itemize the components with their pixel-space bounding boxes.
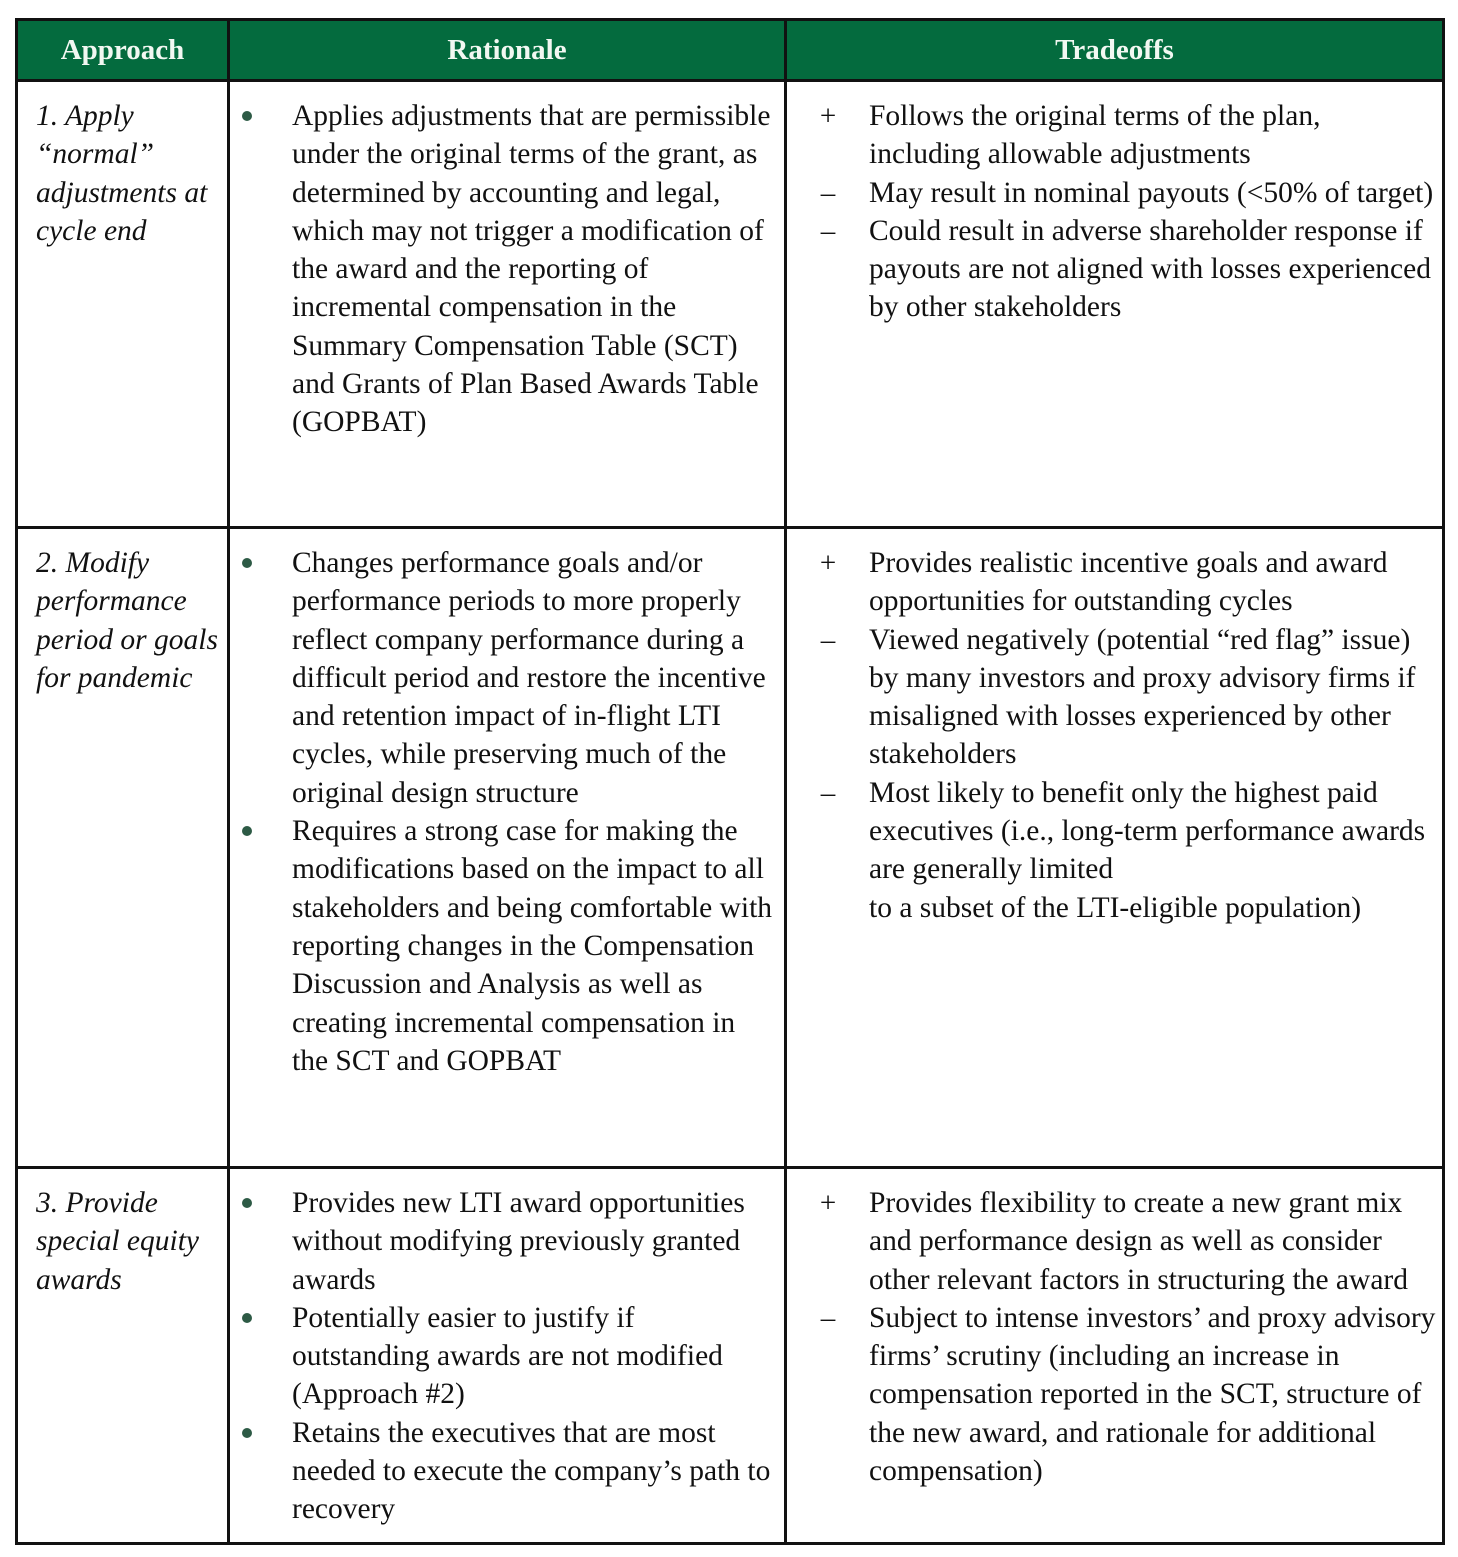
- tradeoff-con: – Could result in adverse shareholder response if payouts are not aligned with losses experienced by other stakeholders: [787, 212, 1442, 327]
- header-rationale: Rationale: [229, 20, 786, 81]
- bullet-icon: [242, 826, 252, 836]
- tradeoff-pro: + Provides flexibility to create a new grant mix and performance design as well as consider other relevant factors in structuring the award: [787, 1184, 1442, 1299]
- tradeoff-con: – Subject to intense investors’ and proxy advisory firms’ scrutiny (including an increase in compensation reported in the SCT, structure of the new award, and rationale for additional compensation): [787, 1299, 1442, 1490]
- minus-icon: –: [820, 176, 836, 209]
- bullet-icon: [242, 1313, 252, 1323]
- rationale-cell: [229, 528, 786, 1168]
- plus-icon: +: [819, 547, 837, 579]
- approach-cell: 2. Modify performance period or goals for pandemic: [17, 528, 229, 1168]
- tradeoffs-cell: [786, 81, 1444, 528]
- minus-icon: –: [820, 214, 836, 247]
- approach-cell: 1. Apply “normal” adjustments at cycle end: [17, 81, 229, 528]
- rationale-cell: [229, 81, 786, 528]
- minus-icon: –: [820, 776, 836, 809]
- tradeoff-con: – May result in nominal payouts (<50% of target): [787, 174, 1442, 212]
- approach-cell: 3. Provide special equity awards: [17, 1168, 229, 1544]
- minus-icon: –: [820, 623, 836, 656]
- header-tradeoffs: Tradeoffs: [786, 20, 1444, 81]
- tradeoffs-cell: [786, 528, 1444, 1168]
- tradeoff-con: – Viewed negatively (potential “red flag” issue) by many investors and proxy advisory firms if misaligned with losses experienced by other stakeholders: [787, 621, 1442, 774]
- rationale-item: Applies adjustments that are permissible under the original terms of the grant, as determined by accounting and legal, which may not trigger a modification of the award and the reporting of incremental compensation in the Summary Compensation Table (SCT) and Grants of Plan Based Awards Table (GOPBAT): [230, 97, 784, 442]
- rationale-item: Retains the executives that are most needed to execute the company’s path to recovery: [230, 1414, 784, 1529]
- approaches-table: [15, 18, 1445, 1545]
- table-row: [17, 1168, 1444, 1544]
- bullet-icon: [242, 111, 252, 121]
- table-row: [17, 81, 1444, 528]
- plus-icon: +: [819, 1187, 837, 1219]
- rationale-item: Potentially easier to justify if outstanding awards are not modified (Approach #2): [230, 1299, 784, 1414]
- tradeoff-con: – Most likely to benefit only the highest paid executives (i.e., long-term performance awards are generally limited to a subset of the LTI-eligible population): [787, 774, 1442, 927]
- rationale-item: Requires a strong case for making the modifications based on the impact to all stakeholders and being comfortable with reporting changes in the Compensation Discussion and Analysis as well as creating incremental compensation in the SCT and GOPBAT: [230, 812, 784, 1080]
- minus-icon: –: [820, 1301, 836, 1334]
- header-approach: Approach: [17, 20, 229, 81]
- table-row: [17, 528, 1444, 1168]
- header-row: [17, 20, 1444, 81]
- tradeoff-pro: + Follows the original terms of the plan, including allowable adjustments: [787, 97, 1442, 174]
- rationale-item: Changes performance goals and/or performance periods to more properly reflect company performance during a difficult period and restore the incentive and retention impact of in-flight LTI cycles, while preserving much of the original design structure: [230, 544, 784, 812]
- tradeoff-pro: + Provides realistic incentive goals and award opportunities for outstanding cycles: [787, 544, 1442, 621]
- bullet-icon: [242, 558, 252, 568]
- rationale-cell: [229, 1168, 786, 1544]
- tradeoffs-cell: [786, 1168, 1444, 1544]
- plus-icon: +: [819, 100, 837, 132]
- rationale-item: Provides new LTI award opportunities without modifying previously granted awards: [230, 1184, 784, 1299]
- bullet-icon: [242, 1428, 252, 1438]
- bullet-icon: [242, 1198, 252, 1208]
